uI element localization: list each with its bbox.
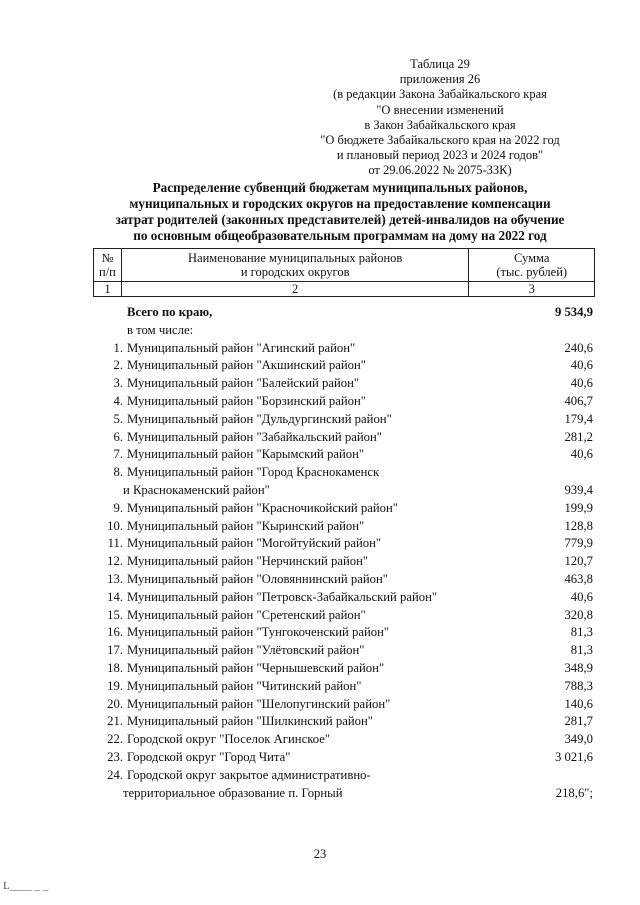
row-value: 788,3 (564, 678, 593, 693)
row-number: 7. (113, 447, 123, 462)
scan-mark: L____ _ _ (3, 880, 49, 892)
title-line: Распределение субвенций бюджетам муниципальных районов, (152, 180, 528, 195)
row-number: 14. (107, 589, 123, 604)
row-number: 2. (113, 358, 123, 373)
row-number: 6. (113, 429, 123, 444)
row-value: 218,6"; (555, 785, 593, 800)
table-row (93, 589, 595, 607)
row-value: 3 021,6 (554, 749, 593, 764)
row-value: 281,7 (564, 714, 593, 729)
rows-container (93, 340, 595, 803)
row-number: 3. (113, 376, 123, 391)
header-line: в Закон Забайкальского края (364, 117, 516, 132)
row-value: 179,4 (564, 411, 593, 426)
table-row (93, 535, 595, 553)
total-value: 9 534,9 (554, 305, 593, 319)
row-name-continuation: и Краснокаменский район" (123, 482, 270, 497)
table-row (93, 767, 595, 785)
header-line: от 29.06.2022 № 2075-ЗЗК) (368, 163, 512, 178)
row-value: 281,2 (564, 429, 593, 444)
table-row (93, 411, 595, 429)
row-number: 1. (113, 340, 123, 355)
row-number: 9. (113, 500, 123, 515)
row-number: 10. (107, 518, 123, 533)
table-row (93, 518, 595, 536)
col-number-header: № п/п (94, 249, 122, 282)
row-number: 22. (107, 732, 123, 747)
table-row (93, 642, 595, 660)
row-name: Муниципальный район "Читинский район" (127, 678, 362, 693)
row-name: Муниципальный район "Борзинский район" (127, 393, 366, 408)
row-name: Муниципальный район "Тунгокоченский район" (127, 625, 390, 640)
row-number: 15. (107, 607, 123, 622)
row-number: 11. (107, 536, 123, 551)
row-value: 240,6 (564, 340, 593, 355)
row-value: 81,3 (570, 643, 593, 658)
row-value: 348,9 (564, 660, 593, 675)
table-row (93, 713, 595, 731)
row-number: 4. (113, 393, 123, 408)
subtotal-caption-row (93, 322, 595, 340)
table-row (93, 749, 595, 767)
table-row (93, 464, 595, 482)
row-name: Муниципальный район "Дульдургинский район" (127, 411, 392, 426)
row-value: 40,6 (570, 447, 593, 462)
row-name: Городской округ "Город Чита" (127, 749, 291, 764)
table-row-continuation (93, 785, 595, 803)
subtotal-caption: в том числе: (127, 322, 194, 337)
table-header (93, 248, 595, 297)
page-number: 23 (313, 847, 327, 861)
row-name: Муниципальный район "Балейский район" (127, 376, 360, 391)
row-number: 21. (107, 714, 123, 729)
row-name: Муниципальный район "Акшинский район" (127, 358, 366, 373)
table-row (93, 731, 595, 749)
table-row (93, 660, 595, 678)
row-name: Муниципальный район "Агинский район" (127, 340, 356, 355)
row-name: Муниципальный район "Город Краснокаменск (127, 465, 380, 480)
row-value: 779,9 (564, 536, 593, 551)
table-row (93, 607, 595, 625)
row-number: 16. (107, 625, 123, 640)
row-value: 939,4 (564, 482, 593, 497)
row-value: 320,8 (564, 607, 593, 622)
row-name: Муниципальный район "Могойтуйский район" (127, 536, 382, 551)
row-name: Муниципальный район "Нерчинский район" (127, 554, 369, 569)
total-label: Всего по краю, (127, 305, 213, 319)
header-line: (в редакции Закона Забайкальского края (333, 87, 547, 102)
table-row (93, 429, 595, 447)
col-sum-index: 3 (469, 282, 595, 297)
table-row (93, 500, 595, 518)
header-line: приложения 26 (399, 72, 481, 87)
row-name: Муниципальный район "Оловяннинский район" (127, 571, 388, 586)
table-row (93, 340, 595, 358)
row-value: 406,7 (564, 393, 593, 408)
row-value: 120,7 (564, 554, 593, 569)
table-row (93, 446, 595, 464)
table-row (93, 553, 595, 571)
row-name: Муниципальный район "Чернышевский район" (127, 660, 385, 675)
row-number: 8. (113, 465, 123, 480)
row-number: 24. (107, 767, 123, 782)
title-line: затрат родителей (законных представителей) детей-инвалидов на обучение (115, 212, 565, 227)
row-number: 17. (107, 643, 123, 658)
header-block (290, 57, 590, 179)
row-name: Муниципальный район "Шелопугинский район" (127, 696, 391, 711)
row-value: 349,0 (564, 732, 593, 747)
row-value: 199,9 (564, 500, 593, 515)
row-name: Городской округ "Поселок Агинское" (127, 732, 331, 747)
row-value: 40,6 (570, 589, 593, 604)
row-number: 23. (107, 749, 123, 764)
row-name: Муниципальный район "Улётовский район" (127, 643, 365, 658)
table-row (93, 624, 595, 642)
row-value: 463,8 (564, 571, 593, 586)
row-name: Муниципальный район "Сретенский район" (127, 607, 366, 622)
col-number-index: 1 (94, 282, 122, 297)
row-name: Городской округ закрытое административно- (127, 767, 371, 782)
header-line: Таблица 29 (410, 57, 470, 71)
row-name-continuation: территориальное образование п. Горный (123, 785, 343, 800)
row-value: 128,8 (564, 518, 593, 533)
table-row (93, 357, 595, 375)
table-row (93, 393, 595, 411)
row-value: 81,3 (570, 625, 593, 640)
row-name: Муниципальный район "Карымский район" (127, 447, 365, 462)
row-number: 13. (107, 571, 123, 586)
table-row (93, 696, 595, 714)
title-line: по основным общеобразовательным программам на дому на 2022 год (133, 228, 547, 243)
row-value: 140,6 (564, 696, 593, 711)
col-name-header: Наименование муниципальных районов и городских округов (121, 249, 469, 282)
col-sum-header: Сумма (тыс. рублей) (469, 249, 595, 282)
row-value: 40,6 (570, 358, 593, 373)
table-row-continuation (93, 482, 595, 500)
header-line: и плановый период 2023 и 2024 годов" (336, 148, 544, 163)
row-number: 20. (107, 696, 123, 711)
row-name: Муниципальный район "Красночикойский район" (127, 500, 398, 515)
document-title (90, 180, 590, 244)
col-name-index: 2 (121, 282, 469, 297)
row-name: Муниципальный район "Кыринский район" (127, 518, 365, 533)
title-line: муниципальных и городских округов на предоставление компенсации (129, 196, 551, 211)
header-line: "О внесении изменений (376, 102, 504, 117)
row-number: 18. (107, 660, 123, 675)
table-row (93, 678, 595, 696)
row-name: Муниципальный район "Петровск-Забайкальский район" (127, 589, 438, 604)
row-value: 40,6 (570, 376, 593, 391)
row-name: Муниципальный район "Забайкальский район" (127, 429, 382, 444)
total-row (93, 304, 595, 322)
table-row (93, 375, 595, 393)
row-number: 5. (113, 411, 123, 426)
table-body (93, 304, 595, 802)
table-row (93, 571, 595, 589)
row-number: 19. (107, 678, 123, 693)
row-name: Муниципальный район "Шилкинский район" (127, 714, 373, 729)
header-line: "О бюджете Забайкальского края на 2022 год (320, 133, 560, 148)
row-number: 12. (107, 554, 123, 569)
